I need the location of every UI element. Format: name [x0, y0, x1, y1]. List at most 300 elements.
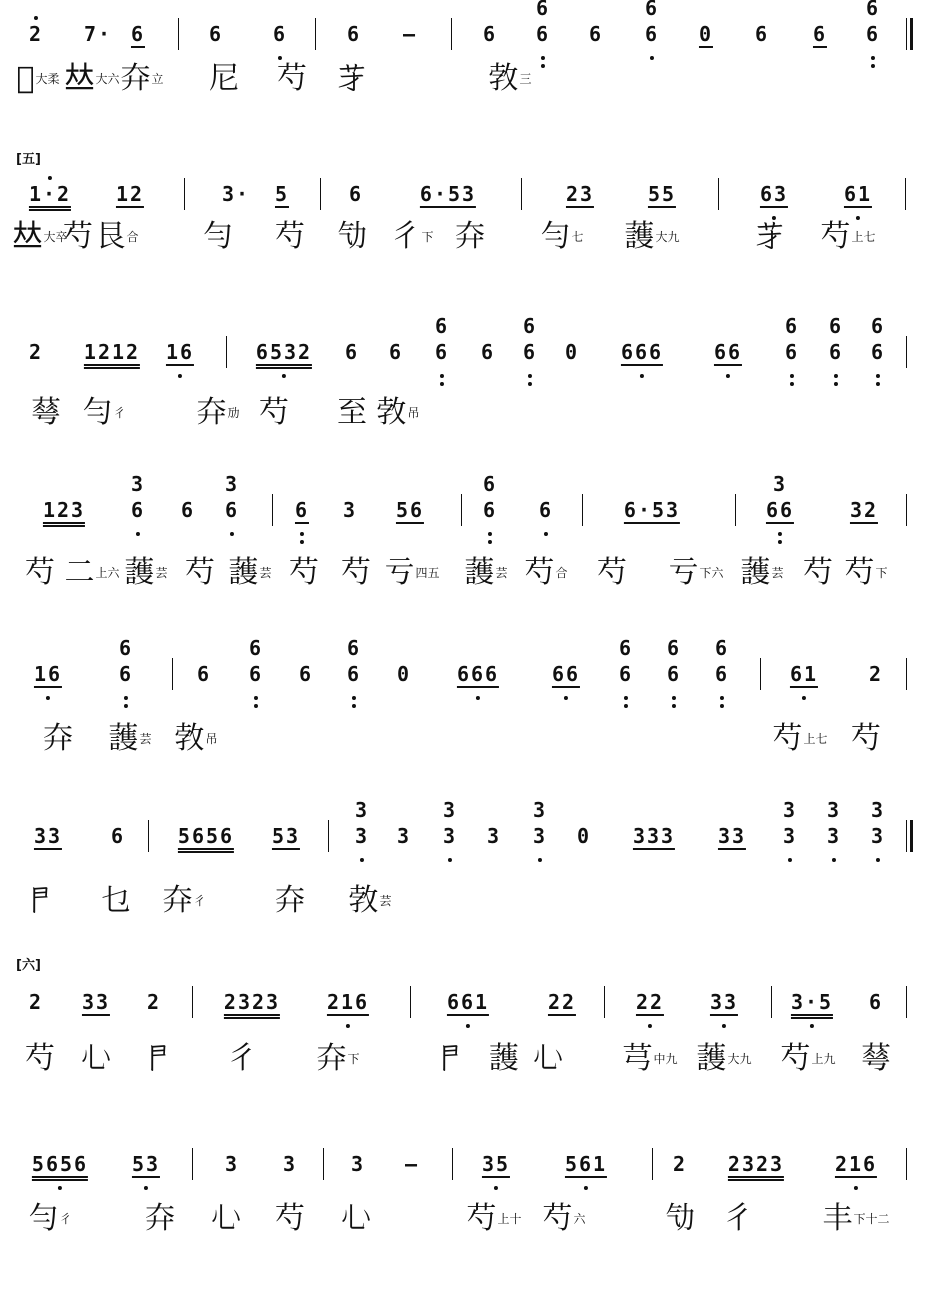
octave-dot-low: [488, 532, 492, 536]
note-text: 16: [33, 662, 63, 686]
glyph-annotation: 三: [519, 72, 532, 86]
glyph-annotation: 上十: [497, 1212, 522, 1226]
glyph-main: 彳: [723, 1201, 753, 1236]
note: [327, 990, 369, 1016]
octave-dot-low: [672, 704, 676, 708]
tablature-glyph: [25, 884, 55, 918]
tablature-glyph: [211, 1202, 241, 1236]
tablature-glyph: [63, 220, 93, 254]
barline: [226, 336, 227, 368]
tablature-glyph: [209, 62, 239, 96]
note: [29, 990, 43, 1014]
glyph-main: 彳: [227, 1041, 257, 1076]
note: [248, 636, 264, 686]
octave-dot-low: [46, 696, 50, 700]
note-text: 6: [344, 340, 360, 364]
note: [487, 824, 501, 848]
note-text: 6·53: [419, 182, 477, 206]
glyph-main: 㚏: [162, 883, 193, 918]
glyph-main: 𠀤: [12, 219, 43, 254]
barline: [192, 986, 193, 1018]
note: [403, 22, 417, 46]
glyph-main: 勻: [203, 219, 233, 254]
glyph-main: 亏: [384, 555, 415, 590]
barline: [272, 494, 273, 526]
stacked-note: 6: [482, 472, 498, 496]
octave-dot-low: [136, 532, 140, 536]
glyph-annotation: 上七: [803, 732, 828, 746]
note-text: 666: [456, 662, 500, 686]
note-text: 6: [868, 990, 884, 1014]
glyph-main: 芍: [341, 555, 371, 590]
note: [673, 1152, 687, 1176]
glyph-main: 芍: [277, 61, 307, 96]
tablature-glyph: [203, 220, 233, 254]
tablature-glyph: [489, 1042, 519, 1076]
stacked-note: 3: [354, 798, 370, 822]
octave-dot-low: [802, 696, 806, 700]
glyph-main: 㚏: [120, 61, 151, 96]
tablature-glyph: [185, 556, 215, 590]
note-text: 6: [870, 340, 886, 364]
glyph-main: 𠁣: [25, 883, 55, 918]
notation-row: [0, 314, 933, 388]
note: [865, 0, 881, 46]
note-text: 1·2: [28, 182, 72, 206]
note: [197, 662, 211, 686]
stacked-note: 6: [434, 314, 450, 338]
note: [178, 824, 234, 853]
glyph-main: 至: [337, 395, 367, 430]
octave-dot-low: [346, 1024, 350, 1028]
tablature-glyph: [43, 722, 73, 756]
octave-dot-low: [876, 374, 880, 378]
tablature-glyph: [740, 556, 783, 590]
tablature-glyph: [143, 1042, 173, 1076]
note: [782, 798, 798, 848]
glyph-main: 芍: [524, 555, 555, 590]
note: [624, 498, 680, 524]
octave-dot-low: [640, 374, 644, 378]
glyph-main: 勻: [28, 1201, 59, 1236]
octave-dot-low: [440, 374, 444, 378]
tablature-row: [0, 1192, 933, 1252]
note-text: 6: [248, 662, 264, 686]
note: [566, 182, 594, 208]
glyph-main: 𢖩: [81, 1041, 111, 1076]
note-text: 333: [632, 824, 676, 848]
note-text: 6: [482, 498, 498, 522]
glyph-main: 㪍: [376, 395, 407, 430]
glyph-main: 𦬁: [755, 219, 785, 254]
glyph-main: 芎: [622, 1041, 653, 1076]
note: [397, 824, 411, 848]
note-text: 0: [698, 22, 714, 46]
note: [396, 498, 424, 524]
barline: [906, 658, 907, 690]
note: [791, 990, 833, 1019]
note: [457, 662, 499, 688]
octave-dot-low: [624, 696, 628, 700]
glyph-main: 䕶: [740, 555, 771, 590]
glyph-annotation: 芸: [155, 566, 168, 580]
glyph-annotation: 上六: [95, 566, 120, 580]
tablature-glyph: [348, 884, 391, 918]
octave-dot-low: [488, 540, 492, 544]
tablature-glyph: [277, 62, 307, 96]
tablature-glyph: [822, 1202, 889, 1236]
glyph-main: 𠁣: [435, 1041, 465, 1076]
note-text: 6: [644, 22, 660, 46]
tablature-glyph: [64, 556, 119, 590]
barline: [451, 18, 452, 50]
note: [636, 990, 664, 1016]
glyph-main: 䕶: [489, 1041, 519, 1076]
note: [351, 1152, 365, 1176]
note-text: 6532: [255, 340, 313, 364]
barline: [735, 494, 736, 526]
note: [765, 472, 795, 524]
note: [283, 1152, 297, 1176]
glyph-annotation: 吊: [407, 406, 420, 420]
glyph-annotation: 吊: [205, 732, 218, 746]
note-text: 22: [547, 990, 577, 1014]
glyph-annotation: 劢: [227, 406, 240, 420]
octave-dot-low: [720, 696, 724, 700]
final-barline: [906, 18, 907, 50]
glyph-main: 芍: [63, 219, 93, 254]
octave-dot-low: [300, 540, 304, 544]
glyph-main: 㚏: [316, 1041, 347, 1076]
glyph-main: 㔕: [665, 1201, 695, 1236]
octave-dot-low: [788, 858, 792, 862]
tablature-glyph: [542, 1202, 585, 1236]
glyph-main: 䕶: [108, 721, 139, 756]
note-text: 35: [481, 1152, 511, 1176]
glyph-main: 㚏: [196, 395, 227, 430]
barline: [461, 494, 462, 526]
octave-dot-low: [790, 374, 794, 378]
octave-dot-high: [48, 176, 52, 180]
note-text: 66: [713, 340, 743, 364]
note-text: 2: [28, 22, 44, 46]
glyph-main: 㪍: [348, 883, 379, 918]
note: [224, 990, 280, 1019]
stacked-note: 6: [346, 636, 362, 660]
glyph-main: 䕶: [124, 555, 155, 590]
note: [434, 314, 450, 364]
note: [272, 824, 300, 850]
octave-dot-low: [778, 532, 782, 536]
note: [166, 340, 194, 366]
barline: [315, 18, 316, 50]
tablature-glyph: [524, 556, 567, 590]
tablature-glyph: [455, 220, 485, 254]
tablature-glyph: [723, 1202, 753, 1236]
note-text: 6: [535, 22, 551, 46]
tablature-glyph: [376, 396, 419, 430]
octave-dot-low: [624, 704, 628, 708]
note: [29, 182, 71, 211]
note-text: 2323: [223, 990, 281, 1014]
octave-dot-low: [876, 858, 880, 862]
note: [84, 22, 112, 46]
glyph-main: 艮: [95, 219, 126, 254]
note-text: 6: [118, 662, 134, 686]
glyph-annotation: 大卒: [43, 230, 68, 244]
tablature-glyph: [851, 722, 881, 756]
note-text: 0: [396, 662, 412, 686]
stacked-note: 6: [828, 314, 844, 338]
stacked-note: 6: [248, 636, 264, 660]
barline: [582, 494, 583, 526]
note-text: 16: [165, 340, 195, 364]
glyph-main: 亏: [668, 555, 699, 590]
note: [224, 472, 240, 522]
note-text: 6: [130, 498, 146, 522]
barline: [328, 820, 329, 852]
note: [621, 340, 663, 366]
note-text: 22: [635, 990, 665, 1014]
glyph-main: 㔕: [337, 219, 367, 254]
note-text: 1212: [83, 340, 141, 364]
glyph-annotation: 大柔: [35, 72, 60, 86]
note-text: 6: [130, 22, 146, 46]
tablature-glyph: [25, 1042, 55, 1076]
stacked-note: 6: [618, 636, 634, 660]
glyph-annotation: 合: [555, 566, 568, 580]
note-text: 216: [834, 1152, 878, 1176]
note: [755, 22, 769, 46]
glyph-main: 芍: [844, 555, 875, 590]
note-text: 3·: [221, 182, 251, 206]
note-text: 6: [812, 22, 828, 46]
glyph-main: 𢖩: [533, 1041, 563, 1076]
tablature-row: [0, 1032, 933, 1092]
tablature-row: [0, 712, 933, 772]
note-text: 6: [346, 22, 362, 46]
glyph-annotation: 芸: [379, 894, 392, 908]
glyph-main: 芍: [466, 1201, 497, 1236]
barline: [192, 1148, 193, 1180]
tablature-row: [0, 874, 933, 934]
octave-dot-low: [178, 374, 182, 378]
note: [34, 662, 62, 688]
glyph-annotation: 芸: [259, 566, 272, 580]
barline: [604, 986, 605, 1018]
note-text: —: [404, 1152, 420, 1176]
note-text: 0: [576, 824, 592, 848]
glyph-main: 乜: [101, 883, 131, 918]
glyph-annotation: 六: [573, 1212, 586, 1226]
glyph-main: 勻: [82, 395, 113, 430]
tablature-glyph: [81, 1042, 111, 1076]
note: [34, 824, 62, 850]
barline: [906, 336, 907, 368]
stacked-note: 6: [522, 314, 538, 338]
octave-dot-low: [854, 1186, 858, 1190]
tablature-glyph: [844, 556, 887, 590]
glyph-main: 𢖩: [211, 1201, 241, 1236]
note-text: 6: [828, 340, 844, 364]
note: [345, 340, 359, 364]
note-text: 33: [709, 990, 739, 1014]
glyph-annotation: 上九: [811, 1052, 836, 1066]
barline: [905, 178, 906, 210]
note-text: 56: [395, 498, 425, 522]
glyph-annotation: 下: [347, 1052, 360, 1066]
glyph-main: 芍: [851, 721, 881, 756]
note-text: 6: [754, 22, 770, 46]
glyph-annotation: 上七: [851, 230, 876, 244]
octave-dot-low: [720, 704, 724, 708]
note-text: 33: [33, 824, 63, 848]
glyph-main: 芍: [259, 395, 289, 430]
note-text: 3: [354, 824, 370, 848]
note: [222, 182, 250, 206]
octave-dot-low: [230, 532, 234, 536]
tablature-glyph: [337, 396, 367, 430]
note: [728, 1152, 784, 1181]
tablature-glyph: [275, 220, 305, 254]
glyph-main: 𦬁: [337, 61, 367, 96]
note: [483, 22, 497, 46]
note: [256, 340, 312, 369]
tablature-glyph: [533, 1042, 563, 1076]
note: [589, 22, 603, 46]
note-text: 6: [298, 662, 314, 686]
note: [397, 662, 411, 686]
barline: [148, 820, 149, 852]
note: [481, 340, 495, 364]
note-text: 3: [486, 824, 502, 848]
glyph-annotation: 芸: [771, 566, 784, 580]
note: [699, 22, 713, 48]
octave-dot-low: [282, 374, 286, 378]
note: [618, 636, 634, 686]
glyph-main: 芍: [772, 721, 803, 756]
tablature-glyph: [64, 62, 119, 96]
barline: [184, 178, 185, 210]
octave-dot-low: [832, 858, 836, 862]
note-text: 66: [551, 662, 581, 686]
note: [760, 182, 788, 208]
glyph-main: 芍: [542, 1201, 573, 1236]
note-text: 3: [532, 824, 548, 848]
octave-dot-low: [448, 858, 452, 862]
tablature-glyph: [289, 556, 319, 590]
tablature-glyph: [95, 220, 138, 254]
barline: [718, 178, 719, 210]
glyph-main: 䕶: [228, 555, 259, 590]
stacked-note: 6: [644, 0, 660, 20]
note-text: 2: [672, 1152, 688, 1176]
note: [790, 662, 818, 688]
note: [869, 990, 883, 1014]
note: [295, 498, 309, 524]
tablature-glyph: [101, 884, 131, 918]
note: [633, 824, 675, 850]
glyph-annotation: 中九: [653, 1052, 678, 1066]
note-text: 12: [115, 182, 145, 206]
barline: [906, 494, 907, 526]
tablature-row: [0, 210, 933, 270]
glyph-main: 𠀤: [64, 61, 95, 96]
stacked-note: 6: [865, 0, 881, 20]
barline: [172, 658, 173, 690]
note: [577, 824, 591, 848]
note-text: 6: [196, 662, 212, 686]
tablature-glyph: [162, 884, 205, 918]
note: [714, 340, 742, 366]
glyph-main: 㚏: [455, 219, 485, 254]
note-text: 2: [28, 340, 44, 364]
tablature-glyph: [228, 556, 271, 590]
note: [29, 340, 43, 364]
tablature-glyph: [337, 220, 367, 254]
tablature-glyph: [196, 396, 239, 430]
stacked-note: 6: [784, 314, 800, 338]
tablature-glyph: [384, 556, 439, 590]
note: [420, 182, 476, 208]
glyph-main: 芍: [185, 555, 215, 590]
note: [354, 798, 370, 848]
glyph-annotation: 下六: [699, 566, 724, 580]
glyph-main: 芍: [820, 219, 851, 254]
note: [870, 798, 886, 848]
tablature-glyph: [259, 396, 289, 430]
note-text: 6: [480, 340, 496, 364]
note: [29, 22, 43, 46]
glyph-annotation: 合: [126, 230, 139, 244]
note: [644, 0, 660, 46]
note-text: 2323: [727, 1152, 785, 1176]
note: [648, 182, 676, 208]
tablature-glyph: [31, 396, 61, 430]
notation-row: [0, 636, 933, 710]
glyph-main: 彳: [390, 219, 421, 254]
note: [539, 498, 553, 522]
glyph-main: 尼: [209, 61, 239, 96]
glyph-annotation: 七: [571, 230, 584, 244]
glyph-annotation: 大九: [655, 230, 680, 244]
note: [118, 636, 134, 686]
note: [181, 498, 195, 522]
note: [835, 1152, 877, 1178]
glyph-main: 𠁣: [143, 1041, 173, 1076]
tablature-glyph: [622, 1042, 677, 1076]
tablature-glyph: [174, 722, 217, 756]
note-text: 55: [647, 182, 677, 206]
note: [275, 182, 289, 208]
note: [828, 314, 844, 364]
note: [844, 182, 872, 208]
tablature-glyph: [337, 62, 367, 96]
note-text: 6: [388, 340, 404, 364]
note-text: 33: [81, 990, 111, 1014]
note: [535, 0, 551, 46]
glyph-main: 芍: [275, 219, 305, 254]
barline: [760, 658, 761, 690]
note: [532, 798, 548, 848]
octave-dot-low: [300, 532, 304, 536]
tablature-glyph: [316, 1042, 359, 1076]
note: [447, 990, 489, 1016]
note-text: 53: [131, 1152, 161, 1176]
stacked-note: 6: [714, 636, 730, 660]
note-text: 2: [28, 990, 44, 1014]
octave-dot-low: [58, 1186, 62, 1190]
